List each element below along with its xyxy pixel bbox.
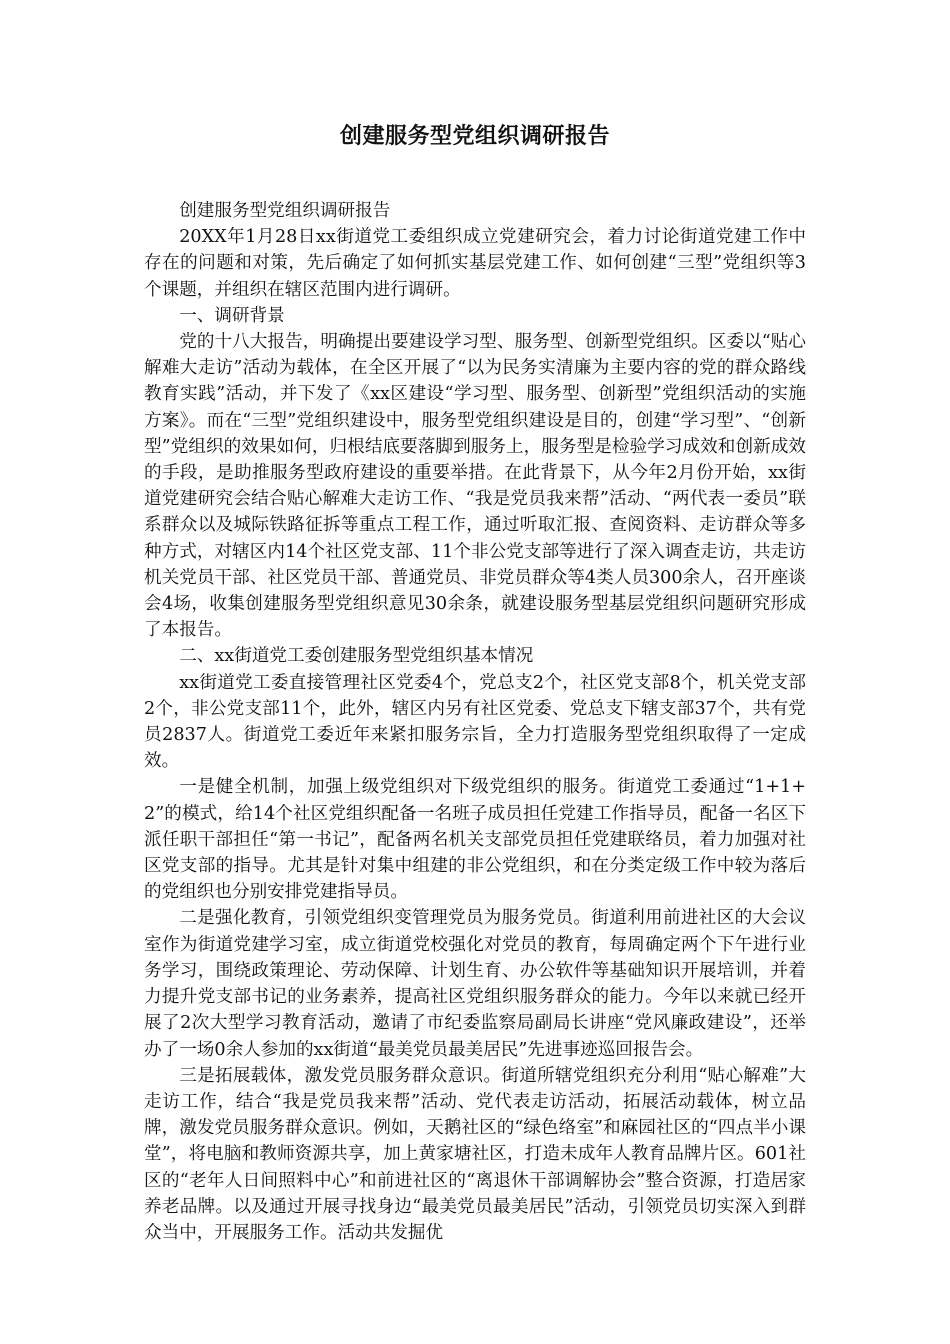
paragraph-background: 党的十八大报告，明确提出要建设学习型、服务型、创新型党组织。区委以“贴心解难大走访”活动为载体，在全区开展了“以为民务实清廉为主要内容的党的群众路线教育实践”活动，并下发了《xx区建设“学习型、服务型、创新型”党组织活动的实施方案》。而在“三型”党组织建设中，服务型党组织建设是目的，创建“学习型”、“创新型”党组织的效果如何，归根结底要落脚到服务上，服务型是检验学习成效和创新成效的手段，是助推服务型政府建设的重要举措。在此背景下，从今年2月份开始，xx街道党建研究会结合贴心解难大走访工作、“我是党员我来帮”活动、“两代表一委员”联系群众以及城际铁路征拆等重点工程工作，通过听取汇报、查阅资料、走访群众等多种方式，对辖区内14个社区党支部、11个非公党支部等进行了深入调查走访，共走访机关党员干部、社区党员干部、普通党员、非党员群众等4类人员300余人，召开座谈会4场，收集创建服务型党组织意见30余条，就建设服务型基层党组织问题研究形成了本报告。 bbox=[144, 332, 806, 641]
document-title: 创建服务型党组织调研报告 bbox=[339, 124, 610, 149]
paragraph-intro: 20XX年1月28日xx街道党工委组织成立党建研究会，着力讨论街道党建工作中存在的问题和对策，先后确定了如何抓实基层党建工作、如何创建“三型”党组织等3个课题，并组织在辖区范围内进行调研。 bbox=[144, 227, 806, 300]
paragraph-point-one: 一是健全机制，加强上级党组织对下级党组织的服务。街道党工委通过“1+1+2”的模式，给14个社区党组织配备一名班子成员担任党建工作指导员，配备一名区下派任职干部担任“第一书记”，配备两名机关支部党员担任党建联络员，着力加强对社区党支部的指导。尤其是针对集中组建的非公党组织，和在分类定级工作中较为落后的党组织也分别安排党建指导员。 bbox=[144, 777, 806, 903]
section-heading-basic-situation: 二、xx街道党工委创建服务型党组织基本情况 bbox=[179, 646, 534, 667]
paragraph-subtitle: 创建服务型党组织调研报告 bbox=[179, 201, 391, 221]
paragraph-point-three: 三是拓展载体，激发党员服务群众意识。街道所辖党组织充分利用“贴心解难”大走访工作，结合“我是党员我来帮”活动、党代表走访活动，拓展活动载体，树立品牌，激发党员服务群众意识。例如，天鹅社区的“绿色络室”和麻园社区的“四点半小课堂”，将电脑和教师资源共享，加上黄家塘社区，打造未成年人教育品牌片区。601社区的“老年人日间照料中心”和前进社区的“离退休干部调解协会”整合资源，打造居家养老品牌。以及通过开展寻找身边“最美党员最美居民”活动，引领党员切实深入到群众当中，开展服务工作。活动共发掘优 bbox=[144, 1065, 806, 1243]
paragraph-basic-situation: xx街道党工委直接管理社区党委4个，党总支2个，社区党支部8个，机关党支部2个，非公党支部11个，此外，辖区内另有社区党委、党总支下辖支部37个，共有党员2837人。街道党工委近年来紧扣服务宗旨，全力打造服务型党组织取得了一定成效。 bbox=[144, 672, 806, 772]
paragraph-point-two: 二是强化教育，引领党组织变管理党员为服务党员。街道利用前进社区的大会议室作为街道党建学习室，成立街道党校强化对党员的教育，每周确定两个下午进行业务学习，围绕政策理论、劳动保障、计划生育、办公软件等基础知识开展培训，并着力提升党支部书记的业务素养，提高社区党组织服务群众的能力。今年以来就已经开展了2次大型学习教育活动，邀请了市纪委监察局副局长讲座“党风廉政建设”，还举办了一场0余人参加的xx街道“最美党员最美居民”先进事迹巡回报告会。 bbox=[144, 908, 806, 1060]
document-body bbox=[144, 198, 806, 1246]
section-heading-background: 一、调研背景 bbox=[179, 305, 285, 326]
